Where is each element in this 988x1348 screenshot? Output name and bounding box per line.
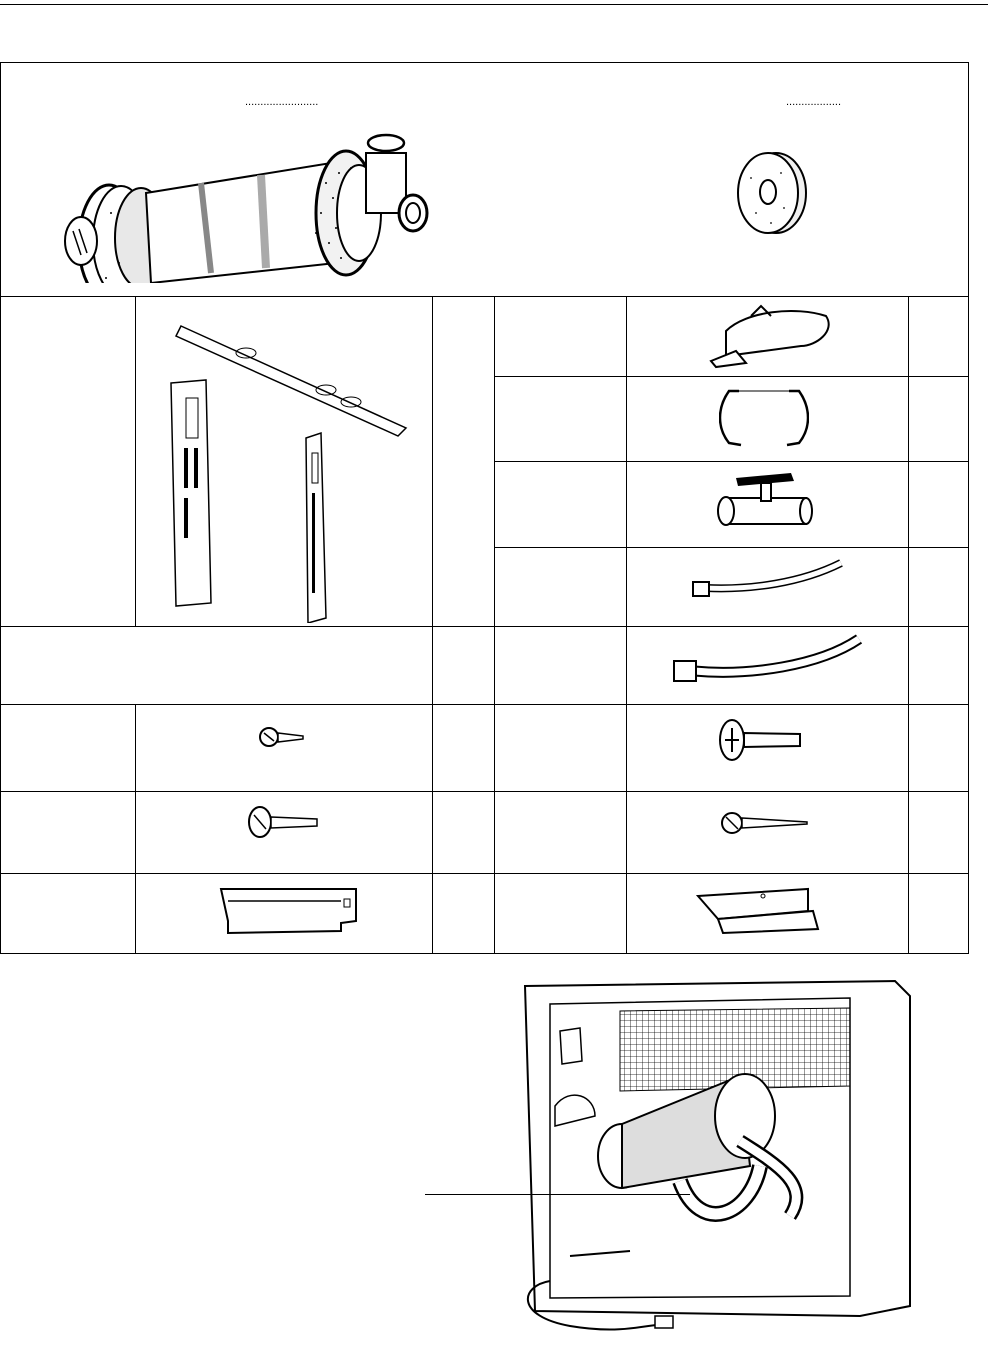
row-divider [494,547,968,548]
gas-shutoff-valve-image [716,468,816,538]
small-pan-head-screw-image [259,723,309,753]
col-divider [135,704,136,954]
callout-pointer [425,1194,690,1195]
long-cable-tie-image [669,631,869,691]
short-cable-tie-image [691,558,851,603]
lower-bracket-image [216,881,366,941]
spring-clip-image [719,383,809,453]
row-divider [1,626,968,627]
truss-head-screw-image [247,805,322,840]
washer-image [736,148,816,238]
col-divider [135,296,136,626]
heater-rear-illustration [510,966,920,1346]
wood-screw-image [721,808,811,838]
hose-clamp-image [706,301,841,371]
col-divider [494,296,495,954]
flat-head-screw-image [718,718,808,763]
row-divider [494,461,968,462]
mounting-bracket-set-image [166,318,416,623]
leader-dots-left: ........................ [245,96,319,108]
support-bracket-image [693,881,823,936]
leader-dots-right: .................. [786,96,842,108]
col-divider [432,296,433,954]
row-divider [1,296,968,297]
header-rule [0,4,988,5]
row-divider [1,873,968,874]
parts-table [0,62,969,954]
row-divider [494,376,968,377]
col-divider [908,296,909,954]
row-divider [1,704,968,705]
row-divider [1,791,968,792]
col-divider [626,296,627,954]
vent-pipe-assembly-image [51,123,451,283]
